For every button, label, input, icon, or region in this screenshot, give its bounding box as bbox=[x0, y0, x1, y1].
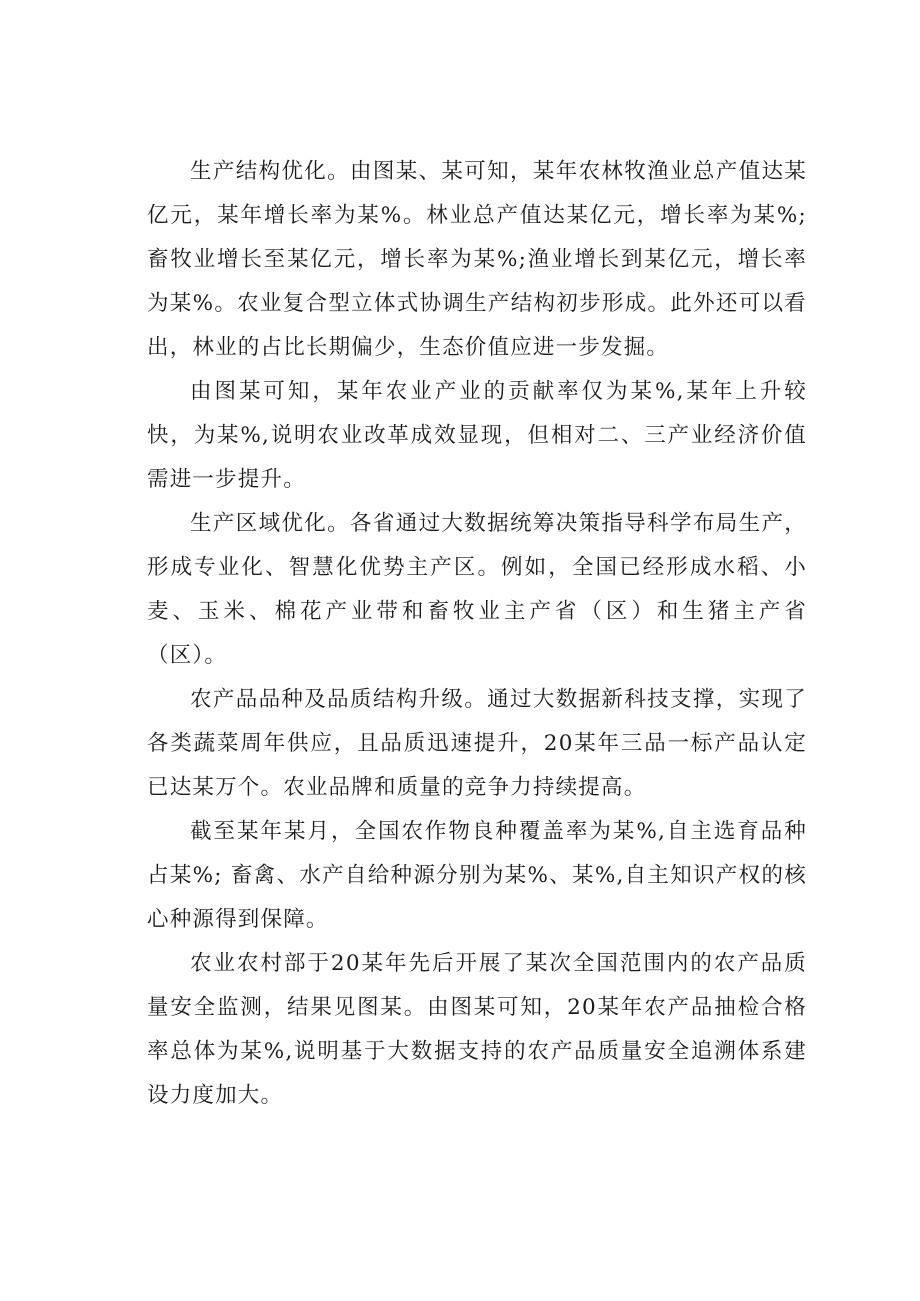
paragraph-seed-coverage: 截至某年某月，全国农作物良种覆盖率为某%,自主选育品种占某%; 畜禽、水产自给种源分别为某%、某%,自主知识产权的核心种源得到保障。 bbox=[147, 819, 807, 932]
paragraph-quality-monitoring: 农业农村部于20某年先后开展了某次全国范围内的农产品质量安全监测，结果见图某。由图某可知，20某年农产品抽检合格率总体为某%,说明基于大数据支持的农产品质量安全追溯体系建设力度加大。 bbox=[147, 951, 807, 1108]
paragraph-contribution-rate: 由图某可知，某年农业产业的贡献率仅为某%,某年上升较快，为某%,说明农业改革成效显现，但相对二、三产业经济价值需进一步提升。 bbox=[147, 379, 807, 492]
paragraph-production-region: 生产区域优化。各省通过大数据统筹决策指导科学布局生产，形成专业化、智慧化优势主产区。例如，全国已经形成水稻、小麦、玉米、棉花产业带和畜牧业主产省（区）和生猪主产省（区）。 bbox=[147, 511, 807, 668]
paragraph-product-quality: 农产品品种及品质结构升级。通过大数据新科技支撑，实现了各类蔬菜周年供应，且品质迅速提升，20某年三品一标产品认定已达某万个。农业品牌和质量的竞争力持续提高。 bbox=[147, 687, 807, 800]
paragraph-production-structure: 生产结构优化。由图某、某可知，某年农林牧渔业总产值达某亿元，某年增长率为某%。林业总产值达某亿元，增长率为某%;畜牧业增长至某亿元，增长率为某%;渔业增长到某亿元，增长率为某%。农业复合型立体式协调生产结构初步形成。此外还可以看出，林业的占比长期偏少，生态价值应进一步发掘。 bbox=[147, 159, 807, 360]
body-text bbox=[147, 150, 807, 1118]
